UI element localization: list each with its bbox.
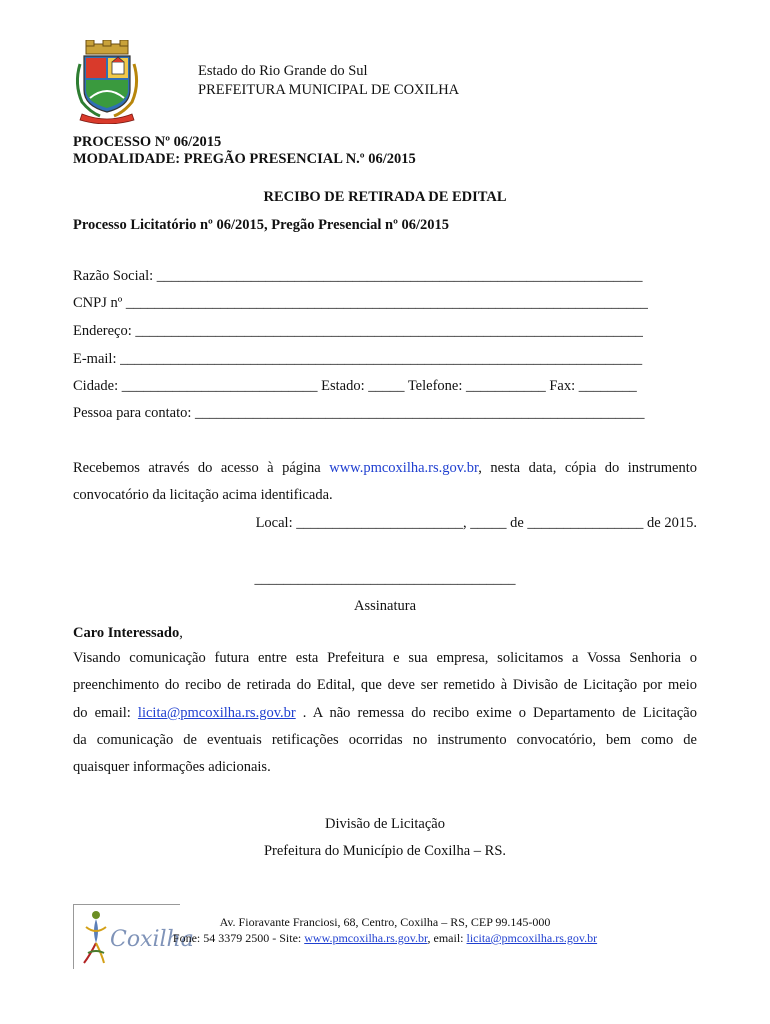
field-email: E-mail: ________________________________________________________________________ xyxy=(73,351,643,367)
receipt-text-1: Recebemos através do acesso à página xyxy=(73,460,330,476)
signature-label: Assinatura xyxy=(353,598,416,614)
field-cidade-estado-telefone-fax: Cidade: ___________________________ Estado: _____ Telefone: ___________ Fax: ________ xyxy=(73,378,637,394)
receipt-text-2: , nesta data, cópia do instrumento xyxy=(478,460,697,476)
field-razao-social: Razão Social: ___________________________________________________________________ xyxy=(73,268,643,284)
receipt-paragraph xyxy=(73,455,697,510)
notice-line-4: da comunicação de eventuais retificações ocorridas no instrumento convocatório, bem como de xyxy=(73,731,697,748)
notice-line-5: quaisquer informações adicionais. xyxy=(73,759,271,776)
closing-city: Prefeitura do Município de Coxilha – RS. xyxy=(263,843,507,859)
footer-address: Av. Fioravante Franciosi, 68, Centro, Coxilha – RS, CEP 99.145-000 xyxy=(219,915,551,929)
notice-line-2: preenchimento do recibo de retirada do Edital, que deve ser remetido à Divisão de Licitação por meio xyxy=(73,677,697,694)
local-date-line: Local: _______________________, _____ de ________________ de 2015. xyxy=(255,515,697,531)
coat-of-arms xyxy=(72,40,142,124)
field-endereco: Endereço: ______________________________________________________________________ xyxy=(73,323,643,339)
notice-email-link[interactable]: licita@pmcoxilha.rs.gov.br xyxy=(137,704,296,721)
footer-contact: Fone: 54 3379 2500 - Site: www.pmcoxilha.rs.gov.br, email: licita@pmcoxilha.rs.gov.br xyxy=(172,931,598,945)
document-subtitle: Processo Licitatório nº 06/2015, Pregão Presencial nº 06/2015 xyxy=(73,217,450,233)
header-municipality: PREFEITURA MUNICIPAL DE COXILHA xyxy=(198,82,460,98)
notice-line-3: do email: licita@pmcoxilha.rs.gov.br . A não remessa do recibo exime o Departamento de Licitação xyxy=(73,704,697,721)
receipt-text-3: convocatório da licitação acima identificada. xyxy=(73,487,333,504)
process-modality: MODALIDADE: PREGÃO PRESENCIAL N.º 06/2015 xyxy=(73,151,416,167)
notice-paragraph xyxy=(73,645,697,781)
coxilha-logo-text: Coxilha xyxy=(110,927,194,952)
receipt-site-link[interactable]: www.pmcoxilha.rs.gov.br xyxy=(329,460,479,476)
footer-email-link[interactable]: licita@pmcoxilha.rs.gov.br xyxy=(466,931,598,945)
signature-line: ____________________________________ xyxy=(254,571,516,587)
header-state: Estado do Rio Grande do Sul xyxy=(198,63,368,79)
notice-greeting: Caro Interessado, xyxy=(73,625,183,641)
document-title: RECIBO DE RETIRADA DE EDITAL xyxy=(263,189,507,205)
field-cnpj: CNPJ nº ________________________________________________________________________ xyxy=(73,295,648,311)
process-number: PROCESSO Nº 06/2015 xyxy=(73,134,222,150)
footer-site-link[interactable]: www.pmcoxilha.rs.gov.br xyxy=(304,931,428,945)
field-pessoa-contato: Pessoa para contato: ______________________________________________________________ xyxy=(73,405,645,421)
closing-department: Divisão de Licitação xyxy=(325,816,445,832)
notice-line-1: Visando comunicação futura entre esta Prefeitura e sua empresa, solicitamos a Vossa Senhoria o xyxy=(73,650,697,666)
